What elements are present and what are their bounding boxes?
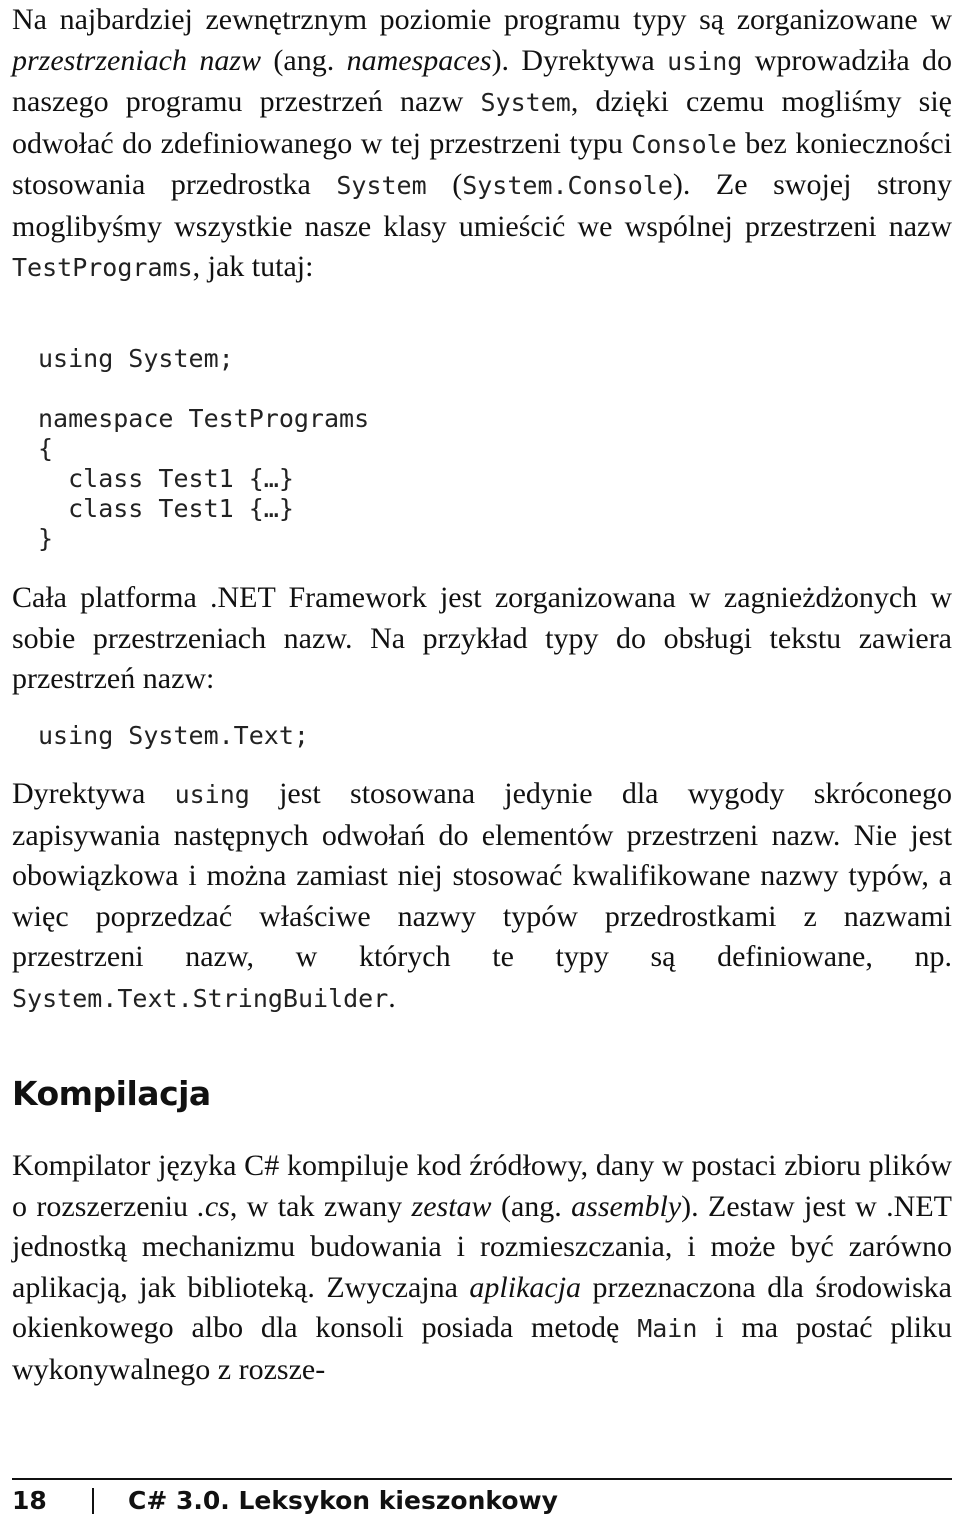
text-run: wprowadziła do naszego programu przestrzeń nazw bbox=[12, 43, 953, 118]
paragraph-using-directive bbox=[12, 774, 952, 1019]
text-run: , dzięki czemu mogliśmy się odwołać do zdefiniowanego w tej przestrzeni typu bbox=[12, 85, 952, 160]
text-run: jest stosowana jedynie dla wygody skróconego zapisywania następnych odwołań do elementów przestrzeni nazw. Nie jest obowiązkowa i można zamiast niej stosować kwalifikowane nazwy typów, a więc poprzedzać właściwe nazwy typów przedrostkami z nazwami przestrzeni nazw, w których te typy są definiowane, np. bbox=[12, 777, 952, 973]
footer-separator bbox=[92, 1488, 94, 1514]
inline-code: System bbox=[480, 88, 571, 117]
italic-term: aplikacja bbox=[469, 1270, 582, 1304]
text-run: . bbox=[388, 980, 396, 1014]
text-run: (ang. bbox=[491, 1189, 572, 1223]
text-run: Dyrektywa bbox=[12, 777, 175, 810]
italic-term: zestaw bbox=[411, 1189, 492, 1223]
text-run: ( bbox=[426, 168, 463, 201]
text-run: , jak tutaj: bbox=[192, 250, 314, 283]
text-run: ). Dyrektywa bbox=[491, 43, 668, 77]
text-run: ). Ze swojej strony moglibyśmy wszystkie nasze klasy umieścić we wspólnej przestrzeni nazw bbox=[12, 168, 952, 243]
italic-term: przestrzeniach nazw bbox=[12, 43, 262, 77]
text-run: ). Zestaw jest w .NET jednostką mechanizmu budowania i rozmieszczania, i może być zarówno aplikacją, jak biblioteką. Zwyczajna bbox=[12, 1189, 952, 1304]
inline-code: System.Text.StringBuilder bbox=[12, 983, 389, 1013]
code-line: using System; bbox=[38, 344, 234, 373]
text-run: Na najbardziej zewnętrznym poziomie programu typy są zorganizowane w bbox=[12, 3, 952, 36]
text-run: bez konieczności stosowania przedrostka bbox=[12, 126, 952, 201]
inline-code: TestPrograms bbox=[12, 253, 193, 282]
code-line bbox=[38, 374, 369, 404]
italic-term: assembly bbox=[571, 1189, 682, 1223]
code-block-using-text bbox=[38, 721, 309, 751]
text-run: Kompilator języka C# kompiluje kod źródłowy, dany w postaci zbioru plików o rozszerzeniu bbox=[12, 1149, 952, 1223]
code-line: { bbox=[38, 434, 54, 463]
inline-code: using bbox=[174, 780, 250, 809]
italic-term: namespaces bbox=[346, 43, 492, 77]
inline-code: using bbox=[667, 46, 743, 76]
inline-code: Main bbox=[637, 1314, 698, 1343]
section-heading: Kompilacja bbox=[12, 1074, 211, 1113]
paragraph-compilation bbox=[12, 1146, 952, 1390]
inline-code: Console bbox=[631, 129, 737, 159]
inline-code: System.Console bbox=[462, 171, 673, 200]
code-line: namespace TestPrograms bbox=[38, 404, 370, 433]
code-line: class Test1 {…} bbox=[38, 494, 294, 523]
text-run: przeznaczona dla środowiska okienkowego albo dla konsoli posiada metodę bbox=[12, 1270, 952, 1344]
text-run: (ang. bbox=[261, 43, 347, 77]
page-footer bbox=[12, 1484, 952, 1518]
italic-term: .cs bbox=[197, 1189, 230, 1223]
page-number: 18 bbox=[12, 1486, 47, 1515]
paragraph-nested-namespaces: Cała platforma .NET Framework jest zorganizowana w zagnieżdżonych w sobie przestrzeniach nazw. Na przykład typy do obsługi tekstu zawiera przestrzeń nazw: bbox=[12, 581, 952, 695]
code-line: class Test1 {…} bbox=[38, 464, 294, 493]
book-title: C# 3.0. Leksykon kieszonkowy bbox=[128, 1486, 558, 1515]
code-line: } bbox=[38, 524, 54, 553]
inline-code: System bbox=[336, 171, 427, 200]
text-run: i ma postać pliku wykonywalnego z rozsze- bbox=[12, 1311, 953, 1386]
footer-divider bbox=[12, 1478, 952, 1480]
paragraph-namespaces-intro bbox=[12, 0, 952, 289]
code-block-namespace bbox=[38, 344, 369, 554]
text-run: , w tak zwany bbox=[229, 1189, 412, 1223]
code-line: using System.Text; bbox=[38, 721, 309, 750]
